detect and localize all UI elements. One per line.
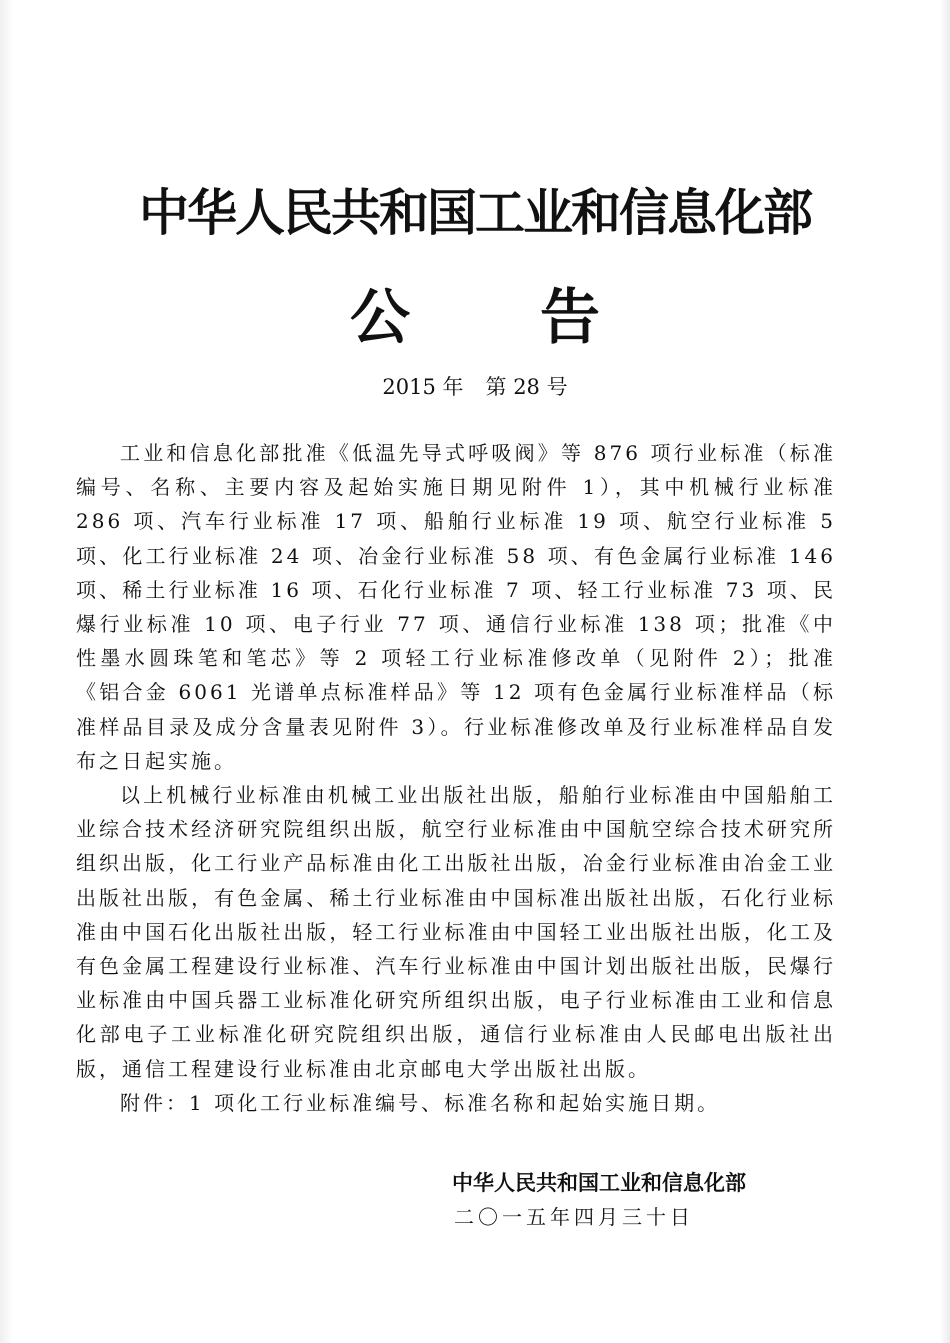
issue-number: 第 28 号	[485, 375, 568, 399]
document-type-char-1: 公	[350, 283, 410, 353]
issue-year: 2015 年	[382, 375, 464, 399]
announcement-body	[76, 436, 836, 1120]
body-paragraph-approval: 工业和信息化部批准《低温先导式呼吸阀》等 876 项行业标准（标准编号、名称、主要内容及起始实施日期见附件 1），其中机械行业标准 286 项、汽车行业标准 17 项、船舶行业标准 19 项、航空行业标准 5 项、化工行业标准 24 项、冶金行业标准 58 项、有色金属行业标准 146 项、稀土行业标准 16 项、石化行业标准 7 项、轻工行业标准 73 项、民爆行业标准 10 项、电子行业 77 项、通信行业标准 138 项；批准《中性墨水圆珠笔和笔芯》等 2 项轻工行业标准修改单（见附件 2）；批准《铝合金 6061 光谱单点标准样品》等 12 项有色金属行业标准样品（标准样品目录及成分含量表见附件 3）。行业标准修改单及行业标准样品自发布之日起实施。	[76, 441, 836, 773]
document-type-char-2: 告	[540, 283, 600, 353]
issuing-organization-title: 中华人民共和国工业和信息化部	[139, 184, 811, 242]
signature-organization: 中华人民共和国工业和信息化部	[452, 1171, 746, 1195]
signature-date: 二〇一五年四月三十日	[454, 1205, 694, 1229]
document-type-title	[0, 278, 950, 358]
body-paragraph-publishers: 以上机械行业标准由机械工业出版社出版，船舶行业标准由中国船舶工业综合技术经济研究院组织出版，航空行业标准由中国航空综合技术研究所组织出版，化工行业产品标准由化工出版社出版，冶金行业标准由冶金工业出版社出版，有色金属、稀土行业标准由中国标准出版社出版，石化行业标准由中国石化出版社出版，轻工行业标准由中国轻工业出版社出版，化工及有色金属工程建设行业标准、汽车行业标准由中国计划出版社出版，民爆行业标准由中国兵器工业标准化研究所组织出版，电子行业标准由工业和信息化部电子工业标准化研究院组织出版，通信行业标准由人民邮电出版社出版，通信工程建设行业标准由北京邮电大学出版社出版。	[76, 783, 836, 1081]
body-paragraph-attachment: 附件：1 项化工行业标准编号、标准名称和起始实施日期。	[120, 1090, 721, 1115]
issue-number-line	[0, 372, 950, 402]
